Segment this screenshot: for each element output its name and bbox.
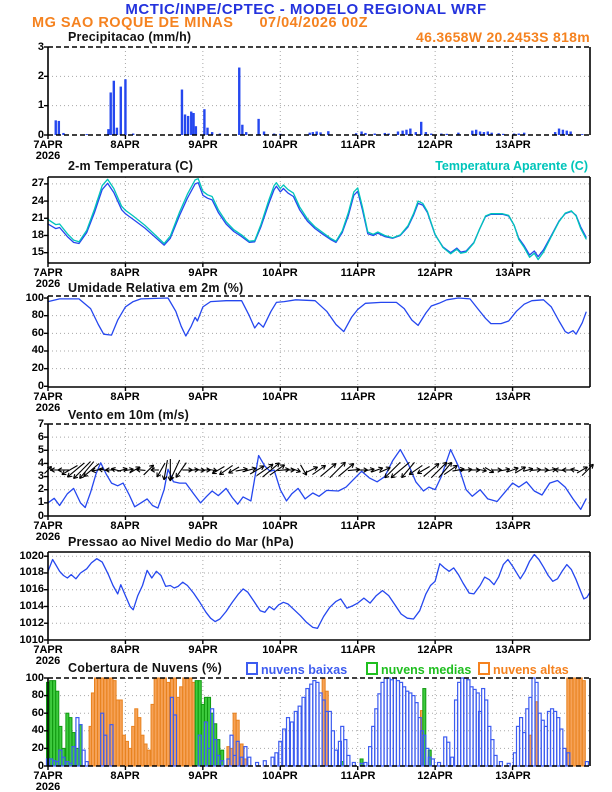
y-tick-label: 20	[31, 362, 44, 374]
cloud-high-bar	[180, 687, 183, 766]
wind-arrow-head	[529, 468, 533, 469]
x-tick-label: 8APR	[110, 520, 140, 532]
mean_sea_level_pressure-line-0	[48, 555, 590, 629]
x-tick-label: 7APR	[33, 644, 63, 656]
wind-arrow	[385, 462, 401, 478]
x-tick-label: 11APR	[340, 520, 376, 532]
y-tick-label: 1012	[19, 617, 44, 629]
x-tick-label: 9APR	[188, 267, 218, 279]
precip-bar	[203, 109, 205, 135]
x-tick-label: 10APR	[262, 770, 298, 782]
panel-title-clouds: Cobertura de Nuvens (%)	[68, 661, 222, 675]
precip-bar	[124, 79, 126, 135]
precip-bar	[238, 68, 240, 135]
x-year-label: 2026	[35, 402, 61, 414]
x-tick-label: 7APR	[33, 520, 63, 532]
y-tick-label: 20	[31, 742, 44, 754]
cloud-low-bar	[271, 757, 274, 766]
x-year-label: 2026	[35, 531, 61, 543]
wind-arrow	[424, 464, 439, 477]
x-tick-label: 10APR	[262, 267, 298, 279]
precip-bar	[257, 119, 259, 135]
cloud-low-bar	[335, 750, 338, 766]
cloud-low-bar	[248, 757, 251, 766]
orange-square-icon	[478, 662, 490, 675]
x-tick-label: 8APR	[110, 267, 140, 279]
wind-arrow-head	[460, 467, 464, 469]
precip-bar	[181, 90, 183, 135]
y-tick-label: 18	[31, 229, 44, 241]
precip-bar	[113, 81, 115, 135]
panel-title-humidity: Umidade Relativa em 2m (%)	[68, 281, 244, 295]
cloud-high-bar	[119, 700, 122, 766]
wind-arrow-head	[514, 467, 518, 468]
x-tick-label: 13APR	[495, 520, 531, 532]
cloud-high-bar	[186, 678, 189, 766]
cloud-low-bar	[494, 755, 497, 766]
x-tick-label: 7APR	[33, 139, 63, 151]
precip-bar	[245, 132, 247, 135]
cloud-high-bar	[573, 678, 576, 766]
wind-arrow-head	[162, 476, 164, 480]
cloud-high-bar	[116, 700, 119, 766]
precip-bar	[241, 125, 243, 135]
x-tick-label: 11APR	[340, 391, 376, 403]
cloud-high-bar	[91, 693, 94, 766]
wind-arrow-head	[111, 468, 115, 469]
cloud-high-bar	[144, 744, 147, 766]
cloud-low-bar	[306, 689, 309, 766]
precip-bar	[86, 134, 88, 135]
y-tick-label: 1018	[19, 566, 44, 578]
cloud-high-bar	[154, 678, 157, 766]
precip-bar	[187, 116, 189, 135]
cloud-low-bar	[275, 753, 278, 766]
x-tick-label: 9APR	[188, 644, 218, 656]
precip-bar	[581, 134, 583, 135]
panel-title-temperature: 2-m Temperatura (C)	[68, 159, 194, 173]
station-name: MG SAO ROQUE DE MINAS	[32, 15, 234, 31]
cloud-high-bar	[147, 750, 150, 766]
x-tick-label: 8APR	[110, 644, 140, 656]
precip-bar	[420, 122, 422, 135]
cloud-high-bar	[138, 718, 141, 766]
x-tick-label: 9APR	[188, 139, 218, 151]
precip-bar	[55, 120, 57, 135]
y-tick-label: 1016	[19, 583, 44, 595]
x-tick-label: 11APR	[340, 644, 376, 656]
y-tick-label: 60	[31, 327, 44, 339]
precip-bar	[405, 130, 407, 135]
precip-bar	[518, 134, 520, 135]
precip-bar	[558, 129, 560, 135]
blue-square-icon	[246, 662, 258, 675]
x-tick-label: 11APR	[340, 139, 376, 151]
cloud-high-bar	[582, 681, 585, 766]
x-tick-label: 10APR	[262, 391, 298, 403]
cloud-high-bar	[192, 682, 195, 766]
precip-bar	[206, 128, 208, 135]
y-tick-label: 60	[31, 707, 44, 719]
wind-arrow-head	[402, 473, 403, 477]
cloud-low-bar	[294, 711, 297, 766]
wind-arrow	[582, 464, 593, 475]
cloud-high-bar	[125, 741, 128, 766]
y-tick-label: 2	[37, 70, 44, 82]
precip-bar	[120, 87, 122, 135]
precip-bar	[409, 129, 411, 135]
y-tick-label: 1010	[19, 634, 44, 646]
wind_10m-line-0	[48, 450, 586, 510]
y-tick-label: 1	[37, 496, 44, 508]
x-tick-label: 11APR	[340, 267, 376, 279]
cloud-high-bar	[160, 678, 163, 766]
cloud-low-bar	[290, 722, 293, 766]
x-tick-label: 12APR	[417, 520, 453, 532]
cloud-low-bar	[283, 729, 286, 766]
legend-nuvens-altas: nuvens altas	[478, 661, 569, 677]
cloud-low-bar	[298, 706, 301, 766]
wind-arrow-head	[571, 468, 575, 470]
x-tick-label: 7APR	[33, 267, 63, 279]
relative_humidity_2m-line-0	[48, 298, 586, 336]
y-tick-label: 24	[31, 195, 44, 207]
precip-bar	[110, 92, 112, 135]
x-year-label: 2026	[35, 150, 61, 162]
x-tick-label: 8APR	[110, 139, 140, 151]
x-tick-label: 13APR	[495, 267, 531, 279]
x-tick-label: 10APR	[262, 520, 298, 532]
panel-title-wind: Vento em 10m (m/s)	[68, 408, 190, 422]
x-tick-label: 12APR	[417, 139, 453, 151]
y-tick-label: 0	[37, 129, 44, 141]
cloud-high-bar	[135, 709, 138, 766]
cloud-high-bar	[141, 735, 144, 766]
wind-arrow-head	[296, 472, 300, 473]
cloud-low-bar	[451, 757, 454, 766]
cloud-low-bar	[447, 742, 450, 766]
y-tick-label: 3	[37, 41, 44, 53]
wind-arrow-head	[506, 468, 510, 470]
x-tick-label: 12APR	[417, 267, 453, 279]
green-square-icon	[366, 662, 378, 675]
x-year-label: 2026	[35, 781, 61, 792]
y-tick-label: 21	[31, 212, 44, 224]
precip-bar	[184, 114, 186, 135]
y-tick-label: 6	[37, 431, 44, 443]
y-tick-label: 27	[31, 177, 44, 189]
y-tick-label: 80	[31, 689, 44, 701]
y-tick-label: 4	[37, 457, 44, 469]
y-tick-label: 0	[37, 510, 44, 522]
x-year-label: 2026	[35, 655, 61, 667]
x-tick-label: 12APR	[417, 391, 453, 403]
panel-title-precipitation: Precipitacao (mm/h)	[68, 30, 192, 44]
y-tick-label: 1014	[19, 600, 44, 612]
legend-nuvens-medias: nuvens medias	[366, 661, 471, 677]
wind-arrow-head	[252, 467, 256, 468]
precip-bar	[446, 134, 448, 135]
cloud-high-bar	[157, 678, 160, 766]
cloud-high-bar	[579, 678, 582, 766]
run-datetime: 07/04/2026 00Z	[259, 15, 369, 31]
cloud-high-bar	[576, 678, 579, 766]
cloud-mid-bar	[53, 681, 56, 766]
x-tick-label: 13APR	[495, 139, 531, 151]
x-tick-label: 10APR	[262, 139, 298, 151]
precip-bar	[58, 121, 60, 135]
legend-temperatura-aparente: Temperatura Aparente (C)	[435, 159, 588, 173]
cloud-low-bar	[347, 755, 350, 766]
page-title: MCTIC/INPE/CPTEC - MODELO REGIONAL WRF	[125, 1, 487, 18]
y-tick-label: 15	[31, 246, 44, 258]
cloud-low-bar	[85, 762, 88, 766]
wind-arrow-head	[451, 462, 452, 466]
temperature_2m-line-0	[48, 183, 586, 257]
y-tick-label: 100	[25, 672, 44, 684]
cloud-low-bar	[287, 718, 290, 766]
y-tick-label: 2	[37, 483, 44, 495]
wind-arrow-head	[482, 471, 486, 473]
location-coordinates: 46.3658W 20.2453S 818m	[416, 29, 590, 45]
temperature_2m-line-1	[48, 179, 586, 260]
cloud-high-bar	[132, 726, 135, 766]
x-tick-label: 13APR	[495, 770, 531, 782]
y-tick-label: 0	[37, 760, 44, 772]
wind-arrow	[391, 462, 409, 477]
x-year-label: 2026	[35, 278, 61, 290]
panel-title-pressure: Pressao ao Nivel Medio do Mar (hPa)	[68, 535, 294, 549]
precip-bar	[192, 113, 194, 135]
x-tick-label: 7APR	[33, 391, 63, 403]
y-tick-label: 40	[31, 724, 44, 736]
precip-bar	[116, 128, 118, 135]
wind-arrow-head	[378, 467, 382, 468]
x-tick-label: 9APR	[188, 391, 218, 403]
x-tick-label: 13APR	[495, 391, 531, 403]
y-tick-label: 3	[37, 470, 44, 482]
x-tick-label: 13APR	[495, 644, 531, 656]
precip-bar	[107, 129, 109, 135]
precip-bar	[374, 134, 376, 135]
precip-bar	[190, 112, 192, 135]
wind-arrow-head	[243, 467, 247, 469]
cloud-high-bar	[122, 735, 125, 766]
x-tick-label: 12APR	[417, 644, 453, 656]
cloud-mid-bar	[50, 681, 53, 766]
y-tick-label: 5	[37, 444, 44, 456]
cloud-mid-bar	[66, 713, 69, 766]
wind-arrow-head	[80, 474, 81, 478]
precip-bar	[195, 126, 197, 135]
x-tick-label: 9APR	[188, 770, 218, 782]
x-tick-label: 10APR	[262, 644, 298, 656]
y-tick-label: 1020	[19, 550, 44, 562]
cloud-high-bar	[151, 704, 154, 766]
cloud-high-bar	[163, 678, 166, 766]
y-tick-label: 100	[25, 292, 44, 304]
x-tick-label: 8APR	[110, 391, 140, 403]
cloud-high-bar	[189, 678, 192, 766]
x-tick-label: 11APR	[340, 770, 376, 782]
cloud-low-bar	[431, 759, 434, 766]
cloud-low-bar	[563, 748, 566, 766]
y-tick-label: 7	[37, 418, 44, 430]
cloud-low-bar	[302, 697, 305, 766]
cloud-high-bar	[129, 748, 132, 766]
wind-arrow-head	[129, 468, 133, 470]
legend-nuvens-baixas: nuvens baixas	[246, 661, 347, 677]
wind-arrow-head	[370, 468, 374, 470]
y-tick-label: 80	[31, 309, 44, 321]
cloud-high-bar	[183, 678, 186, 766]
y-tick-label: 0	[37, 380, 44, 392]
precip-bar	[566, 131, 568, 135]
y-tick-label: 40	[31, 344, 44, 356]
wind-arrow-head	[92, 471, 96, 473]
wind-arrow	[170, 460, 179, 480]
x-tick-label: 12APR	[417, 770, 453, 782]
x-tick-label: 7APR	[33, 770, 63, 782]
wind-arrow-head	[123, 468, 127, 469]
cloud-high-bar	[95, 678, 98, 766]
x-tick-label: 9APR	[188, 520, 218, 532]
x-tick-label: 8APR	[110, 770, 140, 782]
y-tick-label: 1	[37, 99, 44, 111]
cloud-high-bar	[167, 682, 170, 766]
precip-bar	[397, 131, 399, 135]
